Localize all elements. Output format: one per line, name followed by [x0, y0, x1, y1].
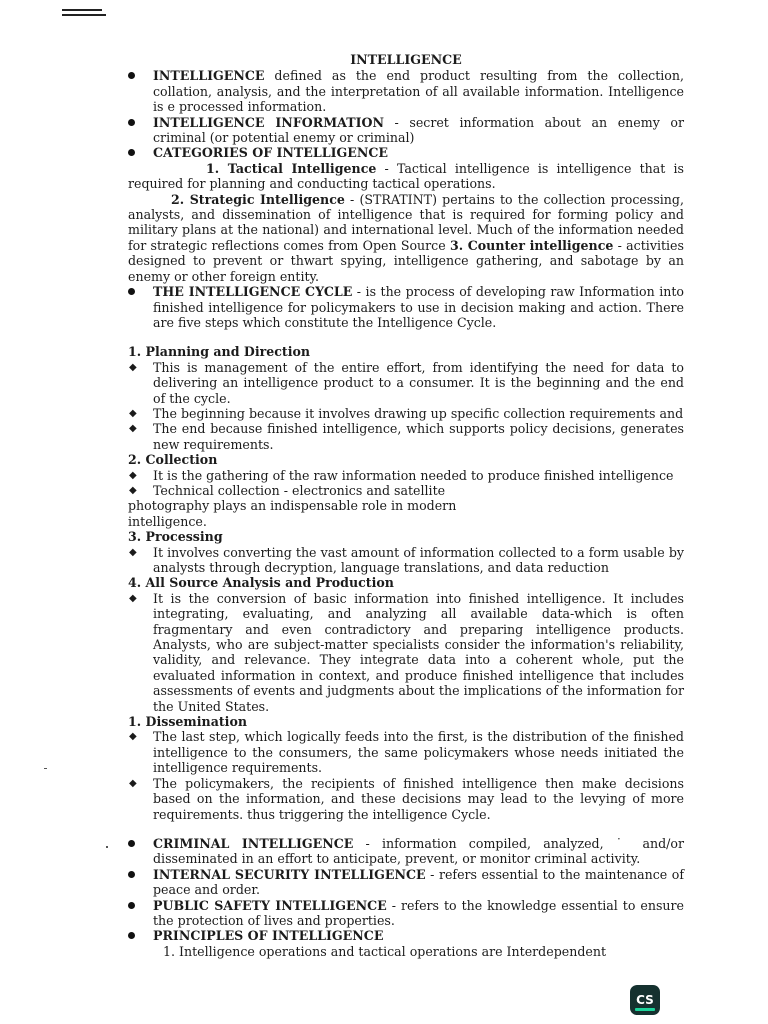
page-title: INTELLIGENCE	[350, 52, 462, 67]
pen-stroke	[62, 14, 106, 16]
definition-text: - is the process of developing raw Information into finished intelligence for policymakers to use in decision making and action. There are five steps which constitute the Intelligence Cycle.	[153, 284, 684, 330]
definition-text: - refers to the knowledge essential to ensure the protection of lives and properties.	[153, 897, 684, 928]
list-item-text: Technical collection - electronics and satellite	[153, 482, 446, 498]
principle-item: 1. Intelligence operations and tactical operations are Interdependent	[163, 943, 607, 959]
diamond-bullet-icon: ◆	[129, 484, 137, 496]
list-item	[128, 406, 684, 421]
category-term: Strategic Intelligence	[189, 191, 345, 207]
bullet-dot-icon	[128, 932, 135, 939]
list-item	[128, 483, 684, 498]
category-text: - (STRATINT) pertains to the collection processing, analysts, and dissemination of intelligence that is required for forming policy and military plans at the national) and international level. Much of the information needed for strategic reflections comes from Open Source	[128, 191, 684, 253]
step-heading-collection: 2. Collection	[128, 452, 218, 468]
list-item-text: The policymakers, the recipients of finished intelligence then make decisions based on the information, and these decisions may lead to the levying of more requirements. thus triggering the intelligence Cycle.	[153, 775, 684, 822]
intelligence-cycle	[128, 284, 684, 330]
list-item	[128, 545, 684, 576]
bullet-dot-icon	[128, 72, 135, 79]
category-number: 1.	[206, 160, 228, 176]
step-heading-processing: 3. Processing	[128, 529, 223, 545]
collection-continuation: photography plays an indispensable role in modern intelligence.	[128, 498, 457, 529]
definition-text: defined as the end product resulting from the collection, collation, analysis, and the interpretation of all available information. Intelligence is e processed information.	[153, 68, 684, 115]
diamond-bullet-icon: ◆	[129, 731, 137, 743]
term: CRIMINAL INTELLIGENCE	[153, 835, 354, 851]
list-item	[128, 776, 684, 822]
term: PUBLIC SAFETY INTELLIGENCE	[153, 897, 387, 913]
corner-pen-mark	[62, 9, 106, 18]
category-term: Counter intelligence	[467, 237, 614, 253]
term: THE INTELLIGENCE CYCLE	[153, 284, 353, 300]
logo-accent	[635, 1008, 655, 1011]
definition-public-safety	[128, 898, 684, 929]
list-item-text: This is management of the entire effort, from identifying the need for data to delivering an intelligence product to a consumer. It is the beginning and the end of the cycle.	[153, 359, 684, 406]
category-text: - Tactical intelligence is intelligence that is required for planning and conducting tactical operations.	[128, 160, 684, 192]
heading-text: CATEGORIES OF INTELLIGENCE	[153, 145, 388, 161]
definition-internal-security	[128, 867, 684, 898]
definition-criminal-intelligence	[128, 836, 684, 867]
bullet-dot-icon	[128, 840, 135, 847]
definition-intelligence-information	[128, 115, 684, 146]
list-item-text: It is the conversion of basic information into finished intelligence. It includes integrating, evaluating, and analyzing all available data-which is often fragmentary and even contradictory and preparing intelligence products. Analysts, who are subject-matter specialists consider the information's reliability, validity, and relevance. They integrate data into a coherent whole, put the evaluated information in context, and produce finished intelligence that includes assessments of events and judgments about the implications of the information for the United States.	[153, 590, 684, 714]
principles-heading	[128, 928, 684, 943]
category-text: - activities designed to prevent or thwart spying, intelligence gathering, and sabotage by an enemy or other foreign entity.	[128, 237, 684, 284]
diamond-bullet-icon: ◆	[129, 469, 137, 481]
diamond-bullet-icon: ◆	[129, 407, 137, 419]
list-item-text: The last step, which logically feeds into the first, is the distribution of the finished intelligence to the consumers, the same policymakers whose needs initiated the intelligence requirements.	[153, 729, 684, 776]
category-tactical	[128, 161, 684, 192]
term: INTELLIGENCE	[153, 68, 265, 84]
definition-intelligence	[128, 68, 684, 114]
document-body	[128, 52, 684, 959]
camscanner-logo	[630, 985, 660, 1015]
list-item-text: The end because finished intelligence, which supports policy decisions, generates new requirements.	[153, 421, 684, 452]
bullet-dot-icon	[128, 902, 135, 909]
bullet-dot-icon	[128, 119, 135, 126]
term: INTELLIGENCE INFORMATION	[153, 114, 384, 130]
diamond-bullet-icon: ◆	[129, 592, 137, 604]
list-item-text: It involves converting the vast amount of information collected to a form usable by analysts through decryption, language translations, and data reduction	[153, 544, 684, 575]
category-number: 3.	[449, 237, 468, 253]
bullet-dot-icon	[128, 288, 135, 295]
list-item-text: It is the gathering of the raw information needed to produce finished intelligence	[153, 467, 674, 483]
categories-heading	[128, 145, 684, 160]
definition-text: - information compiled, analyzed, ˙ and/or disseminated in an effort to anticipate, prevent, or monitor criminal activity.	[153, 835, 684, 867]
list-item	[128, 468, 684, 483]
logo-label: CS	[636, 993, 654, 1007]
diamond-bullet-icon: ◆	[129, 361, 137, 373]
definition-text: - secret information about an enemy or criminal (or potential enemy or criminal)	[153, 114, 684, 146]
step-heading-dissemination: 1. Dissemination	[128, 714, 248, 730]
bullet-dot-icon	[128, 871, 135, 878]
list-item	[128, 360, 684, 406]
scan-speck	[106, 846, 108, 848]
list-item	[128, 729, 684, 775]
list-item	[128, 591, 684, 714]
category-strategic	[128, 192, 684, 284]
pen-stroke	[62, 9, 102, 11]
category-term: Tactical Intelligence	[227, 160, 377, 176]
diamond-bullet-icon: ◆	[129, 423, 137, 435]
list-item-text: The beginning because it involves drawing up specific collection requirements and	[153, 405, 684, 421]
diamond-bullet-icon: ◆	[129, 777, 137, 789]
scan-speck	[44, 768, 47, 769]
heading-text: PRINCIPLES OF INTELLIGENCE	[153, 928, 384, 944]
step-heading-analysis: 4. All Source Analysis and Production	[128, 575, 394, 591]
category-number: 2.	[171, 191, 190, 207]
bullet-dot-icon	[128, 149, 135, 156]
term: INTERNAL SECURITY INTELLIGENCE	[153, 866, 426, 882]
definition-text: - refers essential to the maintenance of peace and order.	[153, 866, 684, 898]
diamond-bullet-icon: ◆	[129, 546, 137, 558]
list-item	[128, 421, 684, 452]
step-heading-planning: 1. Planning and Direction	[128, 344, 311, 360]
